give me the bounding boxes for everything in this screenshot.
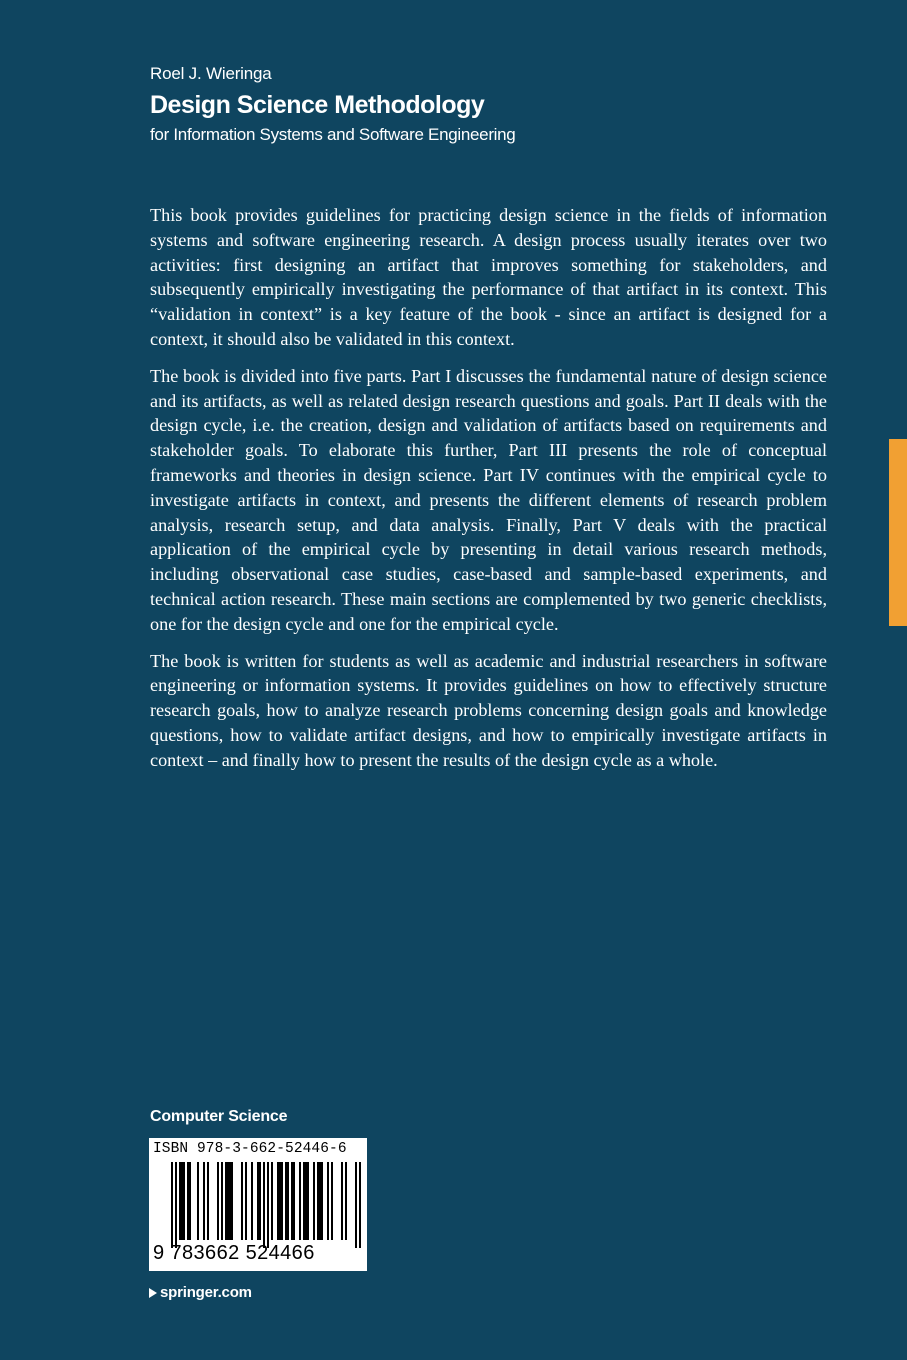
triangle-right-icon [149, 1288, 157, 1298]
cover-header [150, 62, 750, 147]
barcode-bar [207, 1162, 209, 1240]
barcode-bar [241, 1162, 243, 1240]
barcode-bar [345, 1162, 347, 1240]
barcode-bar [251, 1162, 253, 1240]
book-title: Design Science Methodology [150, 91, 485, 119]
barcode-bar [303, 1162, 309, 1240]
barcode-bar [359, 1162, 361, 1248]
barcode-bar [175, 1162, 177, 1248]
barcode-bar [341, 1162, 343, 1240]
barcode-bar [187, 1162, 191, 1240]
barcode-bar [267, 1162, 269, 1248]
barcode-bar [355, 1162, 357, 1248]
barcode-bar [313, 1162, 315, 1240]
publisher-website[interactable] [149, 1284, 252, 1301]
barcode-bar [277, 1162, 283, 1240]
barcode-bar [203, 1162, 205, 1240]
barcode-bar [245, 1162, 247, 1240]
barcode-bar [327, 1162, 329, 1240]
website-label: springer.com [160, 1284, 252, 1301]
barcode-bar [179, 1162, 185, 1240]
author-name: Roel J. Wieringa [150, 64, 272, 83]
book-subtitle: for Information Systems and Software Engineering [150, 125, 516, 144]
barcode-bar [221, 1162, 223, 1240]
isbn-barcode [149, 1138, 367, 1271]
subject-category: Computer Science [150, 1108, 288, 1125]
blurb-paragraph-3: The book is written for students as well as academic and industrial researchers in software engineering or information systems. It provides guidelines on how to effectively structure research goals, how to analyze research problems concerning design goals and knowledge questions, how to validate artifact designs, and how to empirically investigate artifacts in context – and finally how to present the results of the design cycle as a whole. [150, 650, 827, 770]
blurb-paragraph-2: The book is divided into five parts. Part I discusses the fundamental nature of design science and its artifacts, as well as related design research questions and goals. Part II deals with the design cycle, i.e. the creation, design and validation of artifacts based on requirements and stakeholder goals. To elaborate this further, Part III presents the role of conceptual frameworks and theories in design science. Part IV continues with the empirical cycle to investigate artifacts in context, and presents the different elements of research problem analysis, research setup, and data analysis. Finally, Part V deals with the practical application of the empirical cycle by presenting in detail various research methods, including observational case studies, case-based and sample-based experiments, and technical action research. These main sections are complemented by two generic checklists, one for the design cycle and one for the empirical cycle. [150, 365, 827, 634]
barcode-bar [217, 1162, 219, 1240]
barcode-bar [299, 1162, 301, 1240]
barcode-bar [291, 1162, 295, 1240]
barcode-bar [197, 1162, 199, 1240]
barcode-bar [225, 1162, 233, 1240]
ean-digits: 9 783662 524466 [153, 1242, 315, 1264]
barcode-bar [263, 1162, 265, 1248]
orange-edge-tab [889, 439, 907, 626]
blurb [150, 203, 827, 785]
barcode-bar [257, 1162, 261, 1240]
blurb-paragraph-1: This book provides guidelines for practicing design science in the fields of information systems and software engineering research. A design process usually iterates over two activities: first designing an artifact that improves something for stakeholders, and subsequently empirically investigating the performance of that artifact in its context. This “validation in context” is a key feature of the book - since an artifact is designed for a context, it should also be validated in this context. [150, 205, 827, 349]
barcode-bar [317, 1162, 323, 1240]
barcode-bar [171, 1162, 173, 1248]
barcode-bar [331, 1162, 333, 1240]
barcode-bar [285, 1162, 289, 1240]
isbn-label: ISBN 978-3-662-52446-6 [153, 1141, 347, 1157]
barcode-bar [271, 1162, 273, 1240]
